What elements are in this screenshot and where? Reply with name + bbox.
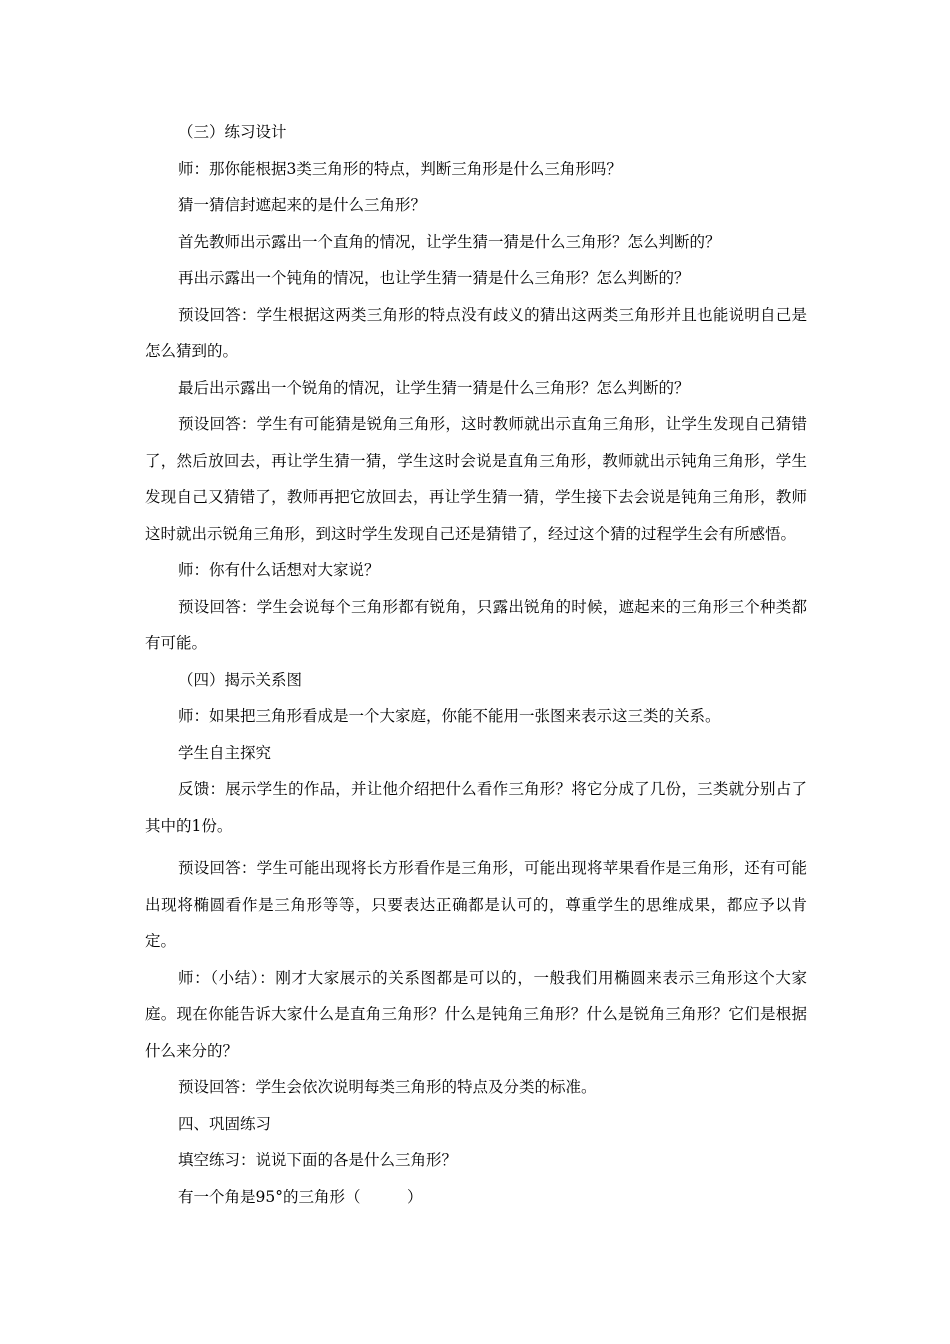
paragraph: 预设回答：学生有可能猜是锐角三角形，这时教师就出示直角三角形，让学生发现自己猜错了，然后放回去，再让学生猜一猜，学生这时会说是直角三角形，教师就出示钝角三角形，学生发现自己又猜错了，教师再把它放回去，再让学生猜一猜，学生接下去会说是钝角三角形，教师这时就出示锐角三角形，到这时学生发现自己还是猜错了，经过这个猜的过程学生会有所感悟。 bbox=[145, 415, 807, 543]
paragraph: 填空练习：说说下面的各是什么三角形？ bbox=[178, 1151, 458, 1169]
paragraph: 最后出示露出一个锐角的情况，让学生猜一猜是什么三角形？怎么判断的？ bbox=[178, 378, 690, 397]
paragraph: 师：你有什么话想对大家说？ bbox=[178, 561, 380, 579]
paragraph: 预设回答：学生会说每个三角形都有锐角，只露出锐角的时候，遮起来的三角形三个种类都有可能。 bbox=[145, 597, 807, 652]
section-heading-relation-diagram: （四）揭示关系图 bbox=[178, 670, 303, 689]
paragraph: 预设回答：学生会依次说明每类三角形的特点及分类的标准。 bbox=[178, 1078, 597, 1096]
paragraph: 再出示露出一个钝角的情况，也让学生猜一猜是什么三角形？怎么判断的？ bbox=[178, 269, 690, 287]
fill-in-question: 有一个角是95°的三角形（ ） bbox=[178, 1187, 423, 1206]
paragraph: 学生自主探究 bbox=[178, 743, 272, 762]
section-heading-practice: （三）练习设计 bbox=[178, 123, 287, 141]
paragraph: 师：如果把三角形看成是一个大家庭，你能不能用一张图来表示这三类的关系。 bbox=[178, 707, 721, 725]
paragraph: 猜一猜信封遮起来的是什么三角形？ bbox=[178, 196, 427, 214]
paragraph: 师：（小结）：刚才大家展示的关系图都是可以的，一般我们用椭圆来表示三角形这个大家庭。现在你能告诉大家什么是直角三角形？什么是钝角三角形？什么是锐角三角形？它们是根据什么来分的？ bbox=[145, 968, 807, 1060]
paragraph: 师：那你能根据3类三角形的特点，判断三角形是什么三角形吗？ bbox=[178, 159, 622, 178]
paragraph: 首先教师出示露出一个直角的情况，让学生猜一猜是什么三角形？怎么判断的？ bbox=[178, 232, 721, 251]
document-body bbox=[145, 114, 807, 1215]
paragraph: 预设回答：学生可能出现将长方形看作是三角形，可能出现将苹果看作是三角形，还有可能出现将椭圆看作是三角形等等，只要表达正确都是认可的，尊重学生的思维成果，都应予以肯定。 bbox=[145, 859, 807, 950]
section-heading-consolidation: 四、巩固练习 bbox=[178, 1114, 272, 1133]
paragraph: 反馈：展示学生的作品，并让他介绍把什么看作三角形？将它分成了几份，三类就分别占了其中的1份。 bbox=[145, 780, 807, 835]
paragraph: 预设回答：学生根据这两类三角形的特点没有歧义的猜出这两类三角形并且也能说明自己是怎么猜到的。 bbox=[145, 305, 807, 360]
